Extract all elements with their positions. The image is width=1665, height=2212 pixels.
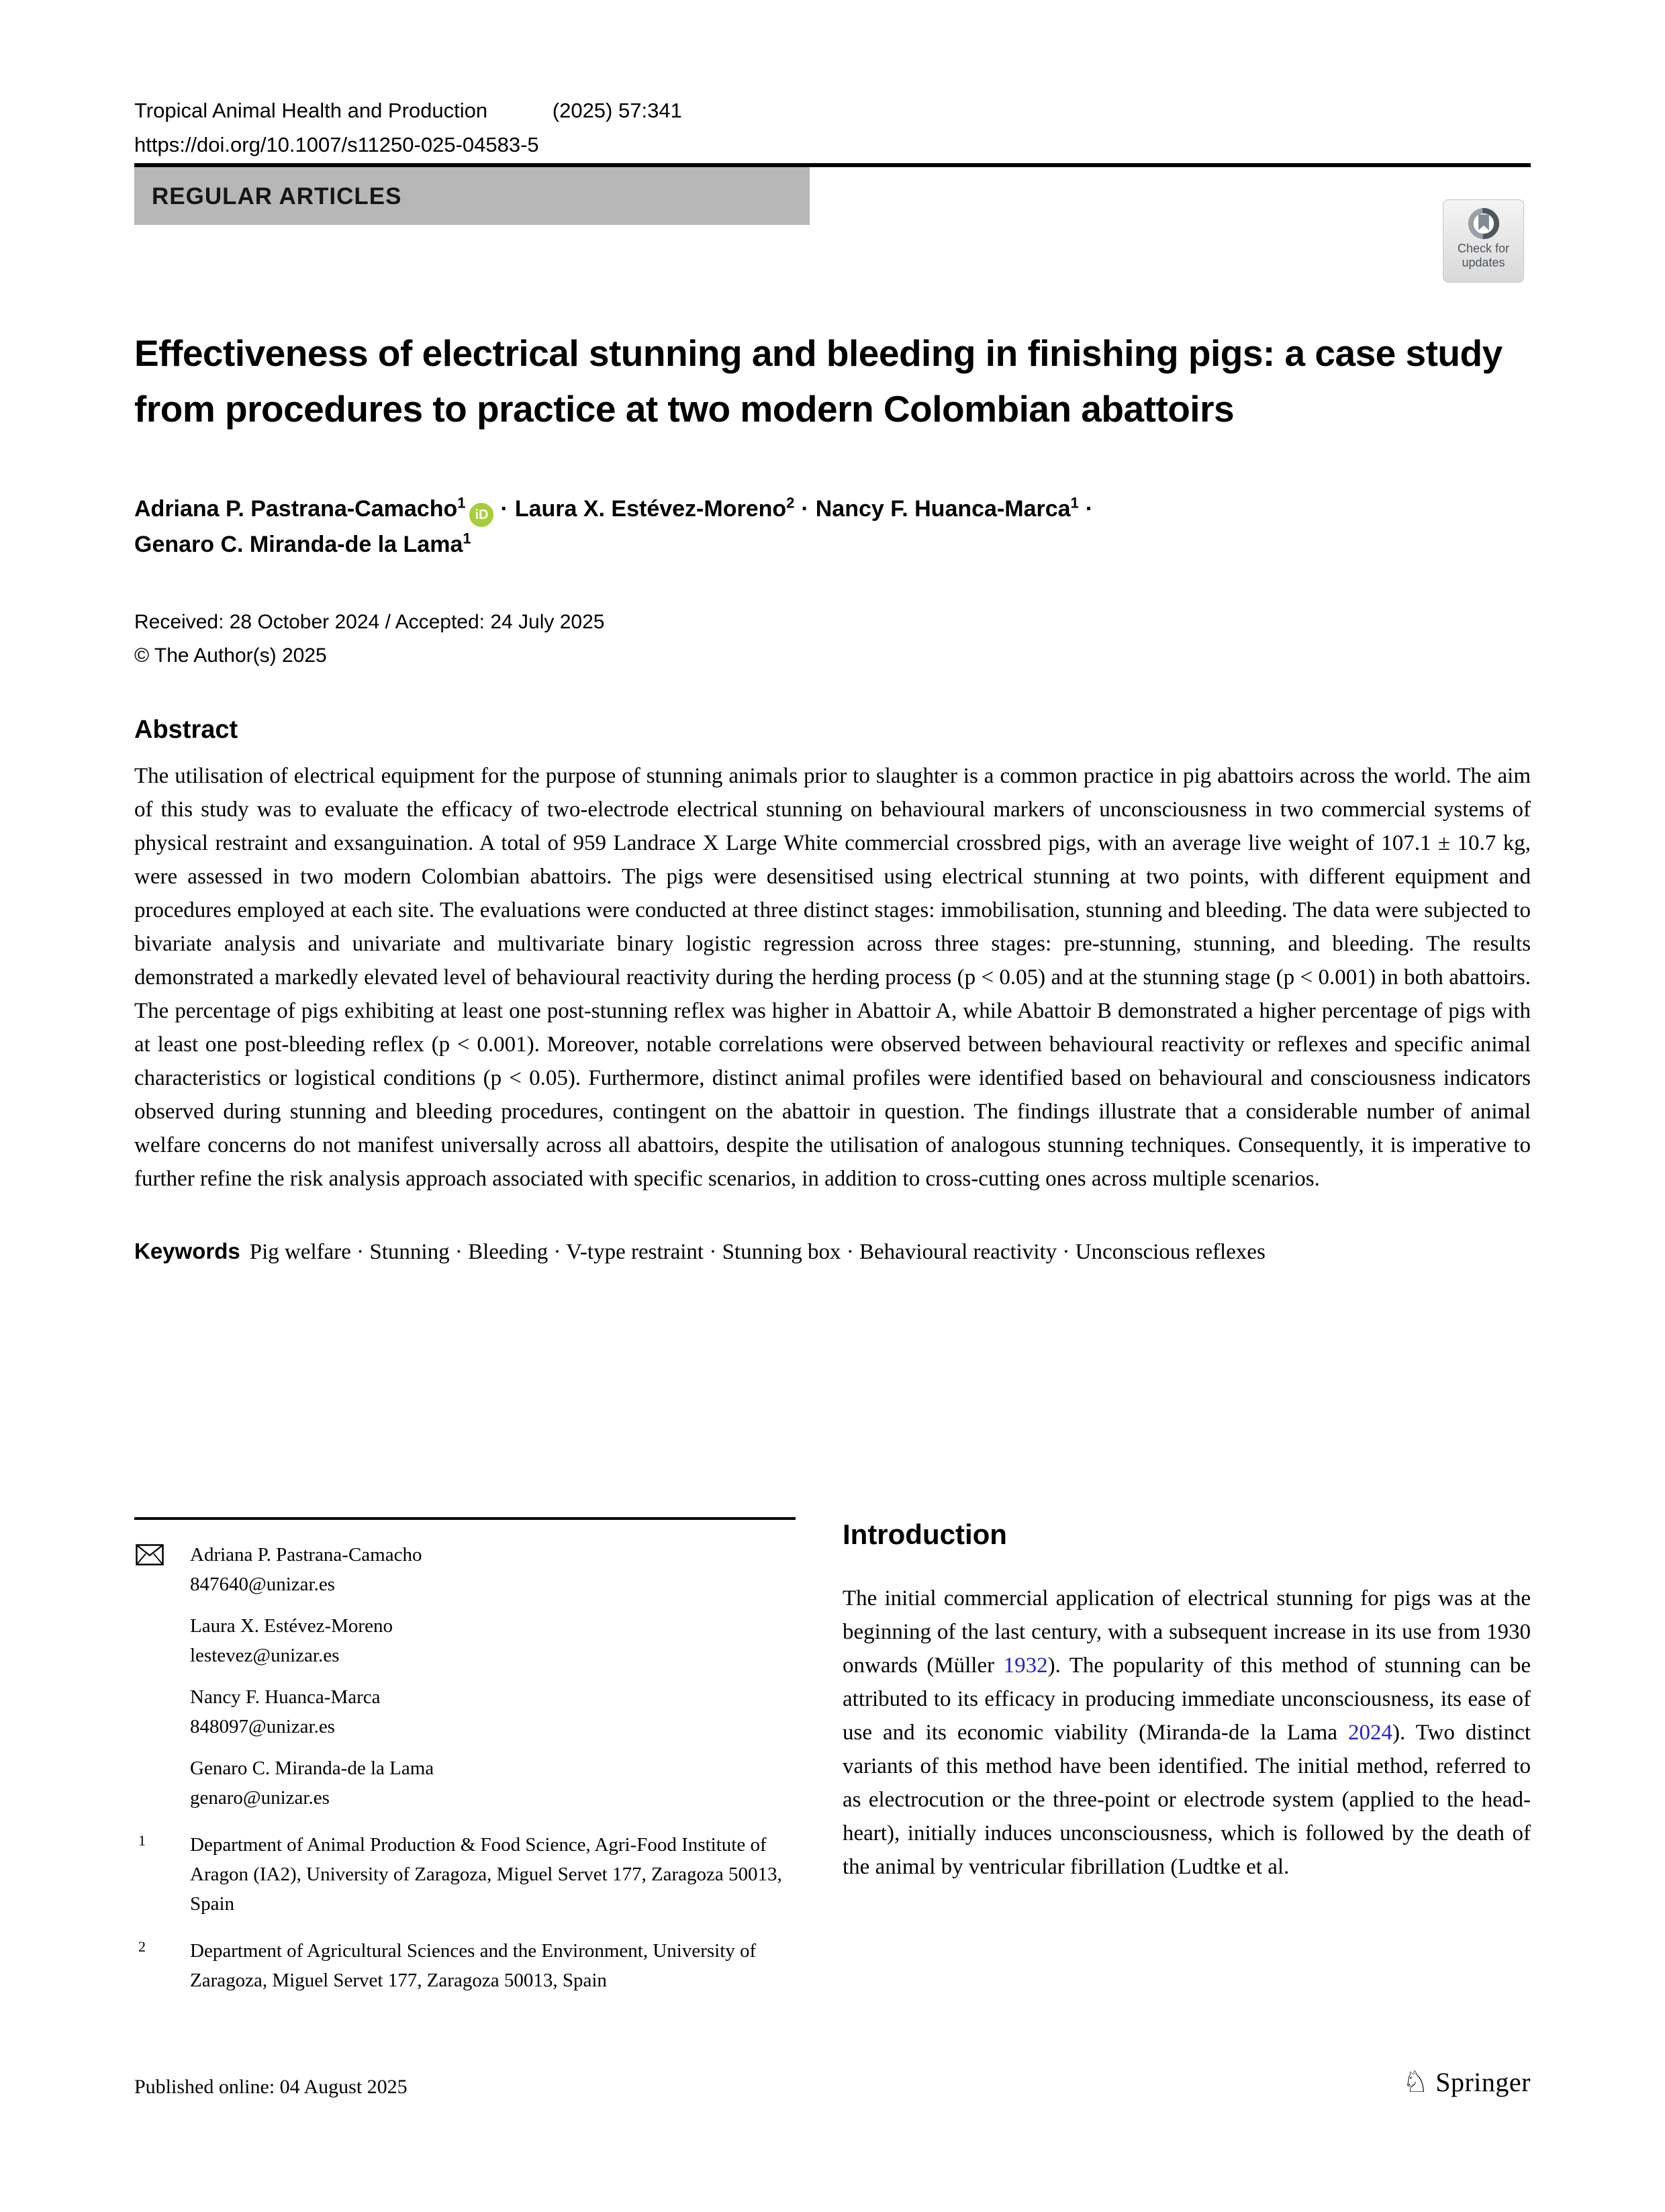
author-2-affmark: 2	[786, 494, 795, 512]
doi: https://doi.org/10.1007/s11250-025-04583-5	[134, 133, 539, 156]
abstract-text: The utilisation of electrical equipment for the purpose of stunning animals prior to slaughter is a common practice in pig abattoirs across the world. The aim of this study was to evaluate the efficacy of two-electrode electrical stunning on behavioural markers of unconsciousness in two commercial systems of physical restraint and exsanguination. A total of 959 Landrace X Large White commercial crossbred pigs, with an average live weight of 107.1 ± 10.7 kg, were assessed in two modern Colombian abattoirs. The pigs were desensitised using electrical stunning at two points, with different equipment and procedures employed at each site. The evaluations were conducted at three distinct stages: immobilisation, stunning and bleeding. The data were subjected to bivariate analysis and univariate and multivariate binary logistic regression across three stages: pre-stunning, stunning, and bleeding. The results demonstrated a markedly elevated level of behavioural reactivity during the herding process (p < 0.05) and at the stunning stage (p < 0.001) in both abattoirs. The percentage of pigs exhibiting at least one post-stunning reflex was higher in Abattoir A, while Abattoir B demonstrated a higher percentage of pigs with at least one post-bleeding reflex (p < 0.001). Moreover, notable correlations were observed between behavioural reactivity or reflexes and specific animal characteristics or logistical conditions (p < 0.05). Furthermore, distinct animal profiles were identified based on behavioural and consciousness indicators observed during stunning and bleeding procedures, contingent on the abattoir in question. The findings illustrate that a considerable number of animal welfare concerns do not manifest universally across all abattoirs, despite the utilisation of analogous stunning techniques. Consequently, it is imperative to further refine the risk analysis approach associated with specific scenarios, in addition to cross-cutting ones across multiple scenarios.	[134, 764, 1531, 1191]
author-list	[134, 491, 1531, 563]
abstract-heading: Abstract	[134, 716, 238, 744]
corresponding-author-email: 847640@unizar.es	[190, 1574, 335, 1595]
affiliation-2	[134, 1936, 796, 1995]
author-line-2	[134, 527, 1531, 563]
correspondence-entry	[134, 1682, 796, 1741]
author-separator: ·	[801, 496, 809, 522]
intro-text-segment: ). The popularity of this method of stunning can be attributed to its efficacy in producing immediate unconsciousness, its ease of use and its economic viability (Miranda-de la Lama	[843, 1653, 1531, 1745]
intro-text-segment: The initial commercial application of electrical stunning for pigs was at the beginning of the last century, with a subsequent increase in its use from 1930 onwards (Müller	[843, 1586, 1531, 1678]
author-1-name: Adriana P. Pastrana-Camacho	[134, 496, 458, 522]
published-online: Published online: 04 August 2025	[134, 2076, 408, 2098]
abstract-section	[134, 716, 1531, 1269]
article-title: Effectiveness of electrical stunning and bleeding in finishing pigs: a case study from procedures to practice at two modern Colombian abattoirs	[134, 332, 1503, 430]
keywords-text: Pig welfare · Stunning · Bleeding · V-type restraint · Stunning box · Behavioural reactivity · Unconscious reflexes	[249, 1240, 1266, 1264]
section-banner-label: REGULAR ARTICLES	[152, 183, 402, 209]
keywords-label: Keywords	[134, 1239, 240, 1263]
journal-header	[134, 98, 682, 124]
author-4-name: Genaro C. Miranda-de la Lama	[134, 532, 463, 557]
author-email: genaro@unizar.es	[190, 1787, 330, 1809]
correspondence-entry	[134, 1753, 796, 1813]
author-email: lestevez@unizar.es	[190, 1645, 340, 1666]
copyright: © The Author(s) 2025	[134, 644, 327, 667]
check-for-updates-badge[interactable]	[1443, 199, 1524, 283]
springer-logo	[1402, 2066, 1531, 2098]
footnote-rule	[134, 1517, 796, 1520]
author-3-name: Nancy F. Huanca-Marca	[815, 496, 1071, 522]
correspondence-entry	[134, 1611, 796, 1670]
author-4-affmark: 1	[463, 530, 471, 547]
corresponding-author-name: Adriana P. Pastrana-Camacho	[190, 1544, 422, 1566]
section-banner	[134, 167, 810, 225]
author-name: Nancy F. Huanca-Marca	[190, 1686, 381, 1708]
keywords-line	[134, 1235, 1531, 1269]
springer-horse-icon: ♘	[1402, 2065, 1429, 2099]
check-updates-label-line1: Check for	[1457, 242, 1510, 255]
author-2-name: Laura X. Estévez-Moreno	[514, 496, 787, 522]
affiliation-1	[134, 1830, 796, 1919]
footnote-column	[134, 1517, 796, 1995]
journal-name: Tropical Animal Health and Production	[134, 99, 488, 122]
check-updates-label-line2: updates	[1462, 256, 1505, 269]
affiliation-1-number: 1	[138, 1832, 146, 1849]
affiliation-2-text: Department of Agricultural Sciences and the Environment, University of Zaragoza, Miguel Servet 177, Zaragoza 50013, Spain	[190, 1940, 757, 1991]
correspondence-entry	[134, 1540, 796, 1599]
intro-text-segment: ). Two distinct variants of this method have been identified. The initial method, referred to as electrocution or the three-point or electrode system (applied to the head-heart), initially induces unconsciousness, which is followed by the death of the animal by ventricular fibrillation (Ludtke et al.	[843, 1721, 1531, 1879]
springer-wordmark: Springer	[1435, 2067, 1531, 2097]
author-separator: ·	[1085, 496, 1094, 522]
envelope-icon	[136, 1544, 164, 1574]
author-name: Laura X. Estévez-Moreno	[190, 1615, 393, 1637]
received-accepted: Received: 28 October 2024 / Accepted: 24 July 2025	[134, 611, 605, 633]
introduction-section	[843, 1519, 1531, 1884]
author-line-1	[134, 491, 1531, 527]
volume-citation: (2025) 57:341	[552, 99, 682, 122]
author-email: 848097@unizar.es	[190, 1716, 335, 1737]
affiliation-2-number: 2	[138, 1938, 146, 1955]
citation-link-1932[interactable]: 1932	[1003, 1653, 1048, 1678]
author-3-affmark: 1	[1070, 494, 1079, 512]
author-name: Genaro C. Miranda-de la Lama	[190, 1758, 434, 1779]
orcid-icon[interactable]: iD	[469, 503, 493, 527]
author-separator: ·	[500, 496, 508, 522]
introduction-heading: Introduction	[843, 1519, 1007, 1550]
check-updates-icon	[1466, 205, 1502, 242]
introduction-paragraph	[843, 1582, 1531, 1884]
affiliation-1-text: Department of Animal Production & Food Science, Agri-Food Institute of Aragon (IA2), University of Zaragoza, Miguel Servet 177, Zaragoza 50013, Spain	[190, 1834, 782, 1915]
citation-link-2024[interactable]: 2024	[1348, 1721, 1392, 1745]
article-dates	[134, 606, 604, 673]
author-1-affmark: 1	[457, 494, 466, 512]
